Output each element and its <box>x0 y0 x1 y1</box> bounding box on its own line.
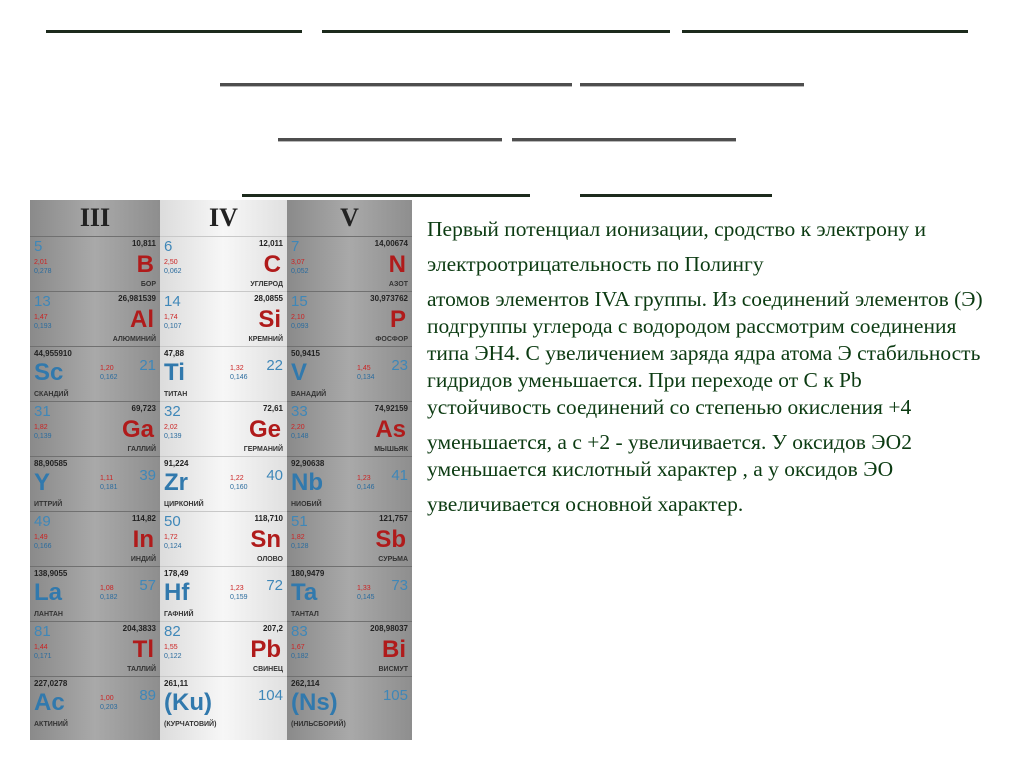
element-symbol: La <box>34 579 63 606</box>
element-cell <box>287 401 412 456</box>
element-symbol: Ta <box>291 579 318 606</box>
electronegativity: 1,20 <box>100 365 114 372</box>
element-symbol: V <box>291 359 308 386</box>
element-symbol: P <box>389 306 406 333</box>
element-symbol: B <box>136 251 154 278</box>
element-name: МЫШЬЯК <box>374 446 408 453</box>
element-symbol: Sn <box>250 526 281 553</box>
atomic-number: 5 <box>34 238 43 255</box>
element-symbol: Y <box>34 469 51 496</box>
atomic-number: 23 <box>391 357 408 374</box>
element-cell <box>160 621 287 676</box>
element-cell <box>160 401 287 456</box>
group-header: IV <box>209 203 238 232</box>
electronegativity: 1,23 <box>357 475 371 482</box>
atomic-number: 72 <box>266 577 283 594</box>
electronegativity: 1,32 <box>230 365 244 372</box>
element-symbol: Al <box>130 306 154 333</box>
atomic-mass: 44,955910 <box>34 349 72 358</box>
element-cell <box>160 511 287 566</box>
element-name: ЛАНТАН <box>34 611 63 618</box>
element-name: ТАНТАЛ <box>291 611 319 618</box>
atomic-number: 21 <box>139 357 156 374</box>
element-cell <box>160 291 287 346</box>
atomic-mass: 30,973762 <box>370 294 408 303</box>
element-name: ТАЛЛИЙ <box>127 666 156 673</box>
electronegativity: 1,82 <box>291 534 305 541</box>
atomic-number: 83 <box>291 623 308 640</box>
element-symbol: Ga <box>121 416 154 443</box>
element-symbol: Ti <box>164 359 185 386</box>
electronegativity: 1,45 <box>357 365 371 372</box>
element-name: ВИСМУТ <box>378 666 408 673</box>
electron-affinity: 0,146 <box>230 374 248 381</box>
element-cell <box>30 401 160 456</box>
title-rule <box>220 83 572 87</box>
electronegativity: 2,01 <box>34 259 48 266</box>
element-name: КРЕМНИЙ <box>248 336 283 343</box>
element-name: АКТИНИЙ <box>34 721 68 728</box>
atomic-mass: 47,88 <box>164 349 185 358</box>
electron-affinity: 0,134 <box>357 374 375 381</box>
electronegativity: 3,07 <box>291 259 305 266</box>
element-name: ИНДИЙ <box>130 556 156 563</box>
title-rule <box>682 30 968 33</box>
element-cell <box>160 676 287 731</box>
atomic-number: 15 <box>291 293 308 310</box>
group-column-v <box>287 200 412 740</box>
electron-affinity: 0,278 <box>34 268 52 275</box>
atomic-number: 81 <box>34 623 51 640</box>
atomic-mass: 10,811 <box>131 239 156 248</box>
electron-affinity: 0,107 <box>164 323 182 330</box>
element-name: (КУРЧАТОВИЙ) <box>164 721 217 728</box>
element-symbol: Zr <box>164 469 188 496</box>
electronegativity: 1,33 <box>357 585 371 592</box>
element-symbol: (Ku) <box>164 689 212 716</box>
paragraph: уменьшается, а с +2 - увеличивается. У оксидов ЭО2 уменьшается кислотный характер , а у оксидов ЭО <box>427 430 912 481</box>
electronegativity: 2,50 <box>164 259 178 266</box>
element-symbol: Tl <box>132 636 154 663</box>
element-name: ИТТРИЙ <box>34 501 63 508</box>
element-name: БОР <box>140 281 156 288</box>
element-symbol: N <box>388 251 406 278</box>
element-name: НИОБИЙ <box>291 501 322 508</box>
group-header: III <box>79 203 111 232</box>
electronegativity: 1,49 <box>34 534 48 541</box>
element-name: АЗОТ <box>388 281 408 288</box>
atomic-mass: 74,92159 <box>374 404 408 413</box>
electron-affinity: 0,145 <box>357 594 375 601</box>
atomic-number: 105 <box>382 687 408 704</box>
group-header: V <box>340 203 359 232</box>
atomic-mass: 227,0278 <box>34 679 68 688</box>
atomic-mass: 50,9415 <box>291 349 320 358</box>
electron-affinity: 0,139 <box>164 433 182 440</box>
element-name: ГАФНИЙ <box>164 611 194 618</box>
element-symbol: Ge <box>248 416 281 443</box>
element-cell <box>287 676 412 731</box>
atomic-mass: 88,90585 <box>34 459 68 468</box>
element-cell <box>30 621 160 676</box>
atomic-number: 104 <box>257 687 283 704</box>
atomic-mass: 92,90638 <box>291 459 325 468</box>
atomic-number: 40 <box>266 467 283 484</box>
element-symbol: Si <box>258 306 281 333</box>
atomic-number: 13 <box>34 293 51 310</box>
atomic-number: 33 <box>291 403 308 420</box>
electronegativity: 1,47 <box>34 314 48 321</box>
element-symbol: In <box>132 526 154 553</box>
electron-affinity: 0,182 <box>100 594 118 601</box>
element-name: ЦИРКОНИЙ <box>164 501 204 508</box>
element-name: СУРЬМА <box>378 556 408 563</box>
element-symbol: (Ns) <box>291 689 338 716</box>
atomic-number: 82 <box>164 623 181 640</box>
element-cell <box>287 566 412 621</box>
element-symbol: Bi <box>382 636 406 663</box>
atomic-mass: 114,82 <box>131 514 156 523</box>
paragraph: увеличивается основной характер. <box>427 492 744 516</box>
element-symbol: Ac <box>34 689 65 716</box>
element-cell <box>30 291 160 346</box>
title-rule <box>242 194 530 197</box>
atomic-mass: 207,2 <box>262 624 283 633</box>
element-cell <box>160 236 287 291</box>
atomic-number: 14 <box>164 293 181 310</box>
atomic-mass: 204,3833 <box>122 624 156 633</box>
electronegativity: 1,11 <box>100 475 114 482</box>
electron-affinity: 0,148 <box>291 433 309 440</box>
atomic-mass: 178,49 <box>164 569 189 578</box>
element-name: ФОСФОР <box>375 336 408 343</box>
element-cell <box>30 566 160 621</box>
atomic-number: 51 <box>291 513 308 530</box>
element-cell <box>30 236 160 291</box>
element-cell <box>287 291 412 346</box>
element-cell <box>287 511 412 566</box>
atomic-number: 50 <box>164 513 181 530</box>
electron-affinity: 0,193 <box>34 323 52 330</box>
atomic-number: 22 <box>266 357 283 374</box>
atomic-number: 73 <box>391 577 408 594</box>
electronegativity: 1,67 <box>291 644 305 651</box>
atomic-mass: 138,9055 <box>34 569 68 578</box>
electron-affinity: 0,162 <box>100 374 118 381</box>
atomic-number: 32 <box>164 403 181 420</box>
electronegativity: 2,20 <box>291 424 305 431</box>
electronegativity: 1,23 <box>230 585 244 592</box>
atomic-mass: 91,224 <box>164 459 189 468</box>
electronegativity: 1,82 <box>34 424 48 431</box>
electron-affinity: 0,052 <box>291 268 309 275</box>
electron-affinity: 0,203 <box>100 704 118 711</box>
electron-affinity: 0,166 <box>34 543 52 550</box>
element-name: ВАНАДИЙ <box>291 391 327 398</box>
element-symbol: Sc <box>34 359 64 386</box>
title-rule <box>322 30 670 33</box>
title-rule <box>278 138 502 142</box>
title-rule <box>580 83 804 87</box>
atomic-mass: 26,981539 <box>118 294 156 303</box>
electron-affinity: 0,159 <box>230 594 248 601</box>
title-rule <box>512 138 736 142</box>
atomic-number: 6 <box>164 238 173 255</box>
element-symbol: C <box>263 251 281 278</box>
electron-affinity: 0,160 <box>230 484 248 491</box>
atomic-mass: 180,9479 <box>291 569 325 578</box>
atomic-mass: 12,011 <box>258 239 283 248</box>
electronegativity: 1,74 <box>164 314 178 321</box>
title-rule <box>46 30 302 33</box>
atomic-number: 31 <box>34 403 51 420</box>
atomic-number: 41 <box>391 467 408 484</box>
atomic-number: 89 <box>139 687 156 704</box>
electron-affinity: 0,128 <box>291 543 309 550</box>
atomic-mass: 208,98037 <box>370 624 408 633</box>
element-name: ГЕРМАНИЙ <box>243 446 283 453</box>
element-cell <box>160 346 287 401</box>
paragraph: электроотрицательность по Полингу <box>427 252 764 276</box>
element-name: СВИНЕЦ <box>253 666 283 673</box>
element-symbol: As <box>375 416 406 443</box>
electron-affinity: 0,182 <box>291 653 309 660</box>
atomic-number: 39 <box>139 467 156 484</box>
element-cell <box>30 676 160 731</box>
title-rule <box>580 194 772 197</box>
element-cell <box>287 621 412 676</box>
element-name: ТИТАН <box>164 391 188 398</box>
atomic-mass: 69,723 <box>131 404 156 413</box>
element-cell <box>160 456 287 511</box>
element-cell <box>287 346 412 401</box>
electron-affinity: 0,146 <box>357 484 375 491</box>
electronegativity: 2,10 <box>291 314 305 321</box>
element-cell <box>287 236 412 291</box>
element-name: УГЛЕРОД <box>250 281 283 288</box>
electronegativity: 1,72 <box>164 534 178 541</box>
atomic-mass: 261,11 <box>164 679 189 688</box>
element-cell <box>30 511 160 566</box>
element-cell <box>30 346 160 401</box>
electronegativity: 1,22 <box>230 475 244 482</box>
element-symbol: Nb <box>291 469 323 496</box>
electron-affinity: 0,124 <box>164 543 182 550</box>
element-name: ОЛОВО <box>257 556 283 563</box>
element-symbol: Hf <box>164 579 190 606</box>
paragraph: Первый потенциал ионизации, сродство к электрону и <box>427 217 926 241</box>
electron-affinity: 0,062 <box>164 268 182 275</box>
atomic-number: 49 <box>34 513 51 530</box>
paragraph: атомов элементов IVA группы. Из соединений элементов (Э) подгруппы углерода с водородом рассмотрим соединения типа ЭН4. С увеличением заряда ядра атома Э стабильность гидридов уменьшается. При переходе от С к Pb устойчивость соединений со степенью окисления +4 <box>427 287 983 419</box>
electronegativity: 1,44 <box>34 644 48 651</box>
electron-affinity: 0,093 <box>291 323 309 330</box>
element-name: СКАНДИЙ <box>34 391 69 398</box>
element-symbol: Sb <box>375 526 406 553</box>
atomic-mass: 28,0855 <box>254 294 283 303</box>
electronegativity: 1,08 <box>100 585 114 592</box>
group-column-iv <box>160 200 287 740</box>
element-cell <box>160 566 287 621</box>
electronegativity: 2,02 <box>164 424 178 431</box>
electron-affinity: 0,139 <box>34 433 52 440</box>
electron-affinity: 0,122 <box>164 653 182 660</box>
periodic-table-fragment <box>30 200 412 740</box>
atomic-mass: 118,710 <box>254 514 283 523</box>
atomic-mass: 14,00674 <box>374 239 408 248</box>
atomic-number: 7 <box>291 238 300 255</box>
element-cell <box>287 456 412 511</box>
group-column-iii <box>30 200 160 740</box>
electronegativity: 1,55 <box>164 644 178 651</box>
element-cell <box>30 456 160 511</box>
element-name: (НИЛЬСБОРИЙ) <box>291 721 346 728</box>
atomic-number: 57 <box>139 577 156 594</box>
electron-affinity: 0,181 <box>100 484 118 491</box>
electronegativity: 1,00 <box>100 695 114 702</box>
atomic-mass: 72,61 <box>262 404 283 413</box>
atomic-mass: 121,757 <box>379 514 408 523</box>
element-name: АЛЮМИНИЙ <box>112 336 156 343</box>
atomic-mass: 262,114 <box>291 679 320 688</box>
element-symbol: Pb <box>250 636 281 663</box>
element-name: ГАЛЛИЙ <box>127 446 156 453</box>
description-text <box>427 216 987 526</box>
electron-affinity: 0,171 <box>34 653 52 660</box>
